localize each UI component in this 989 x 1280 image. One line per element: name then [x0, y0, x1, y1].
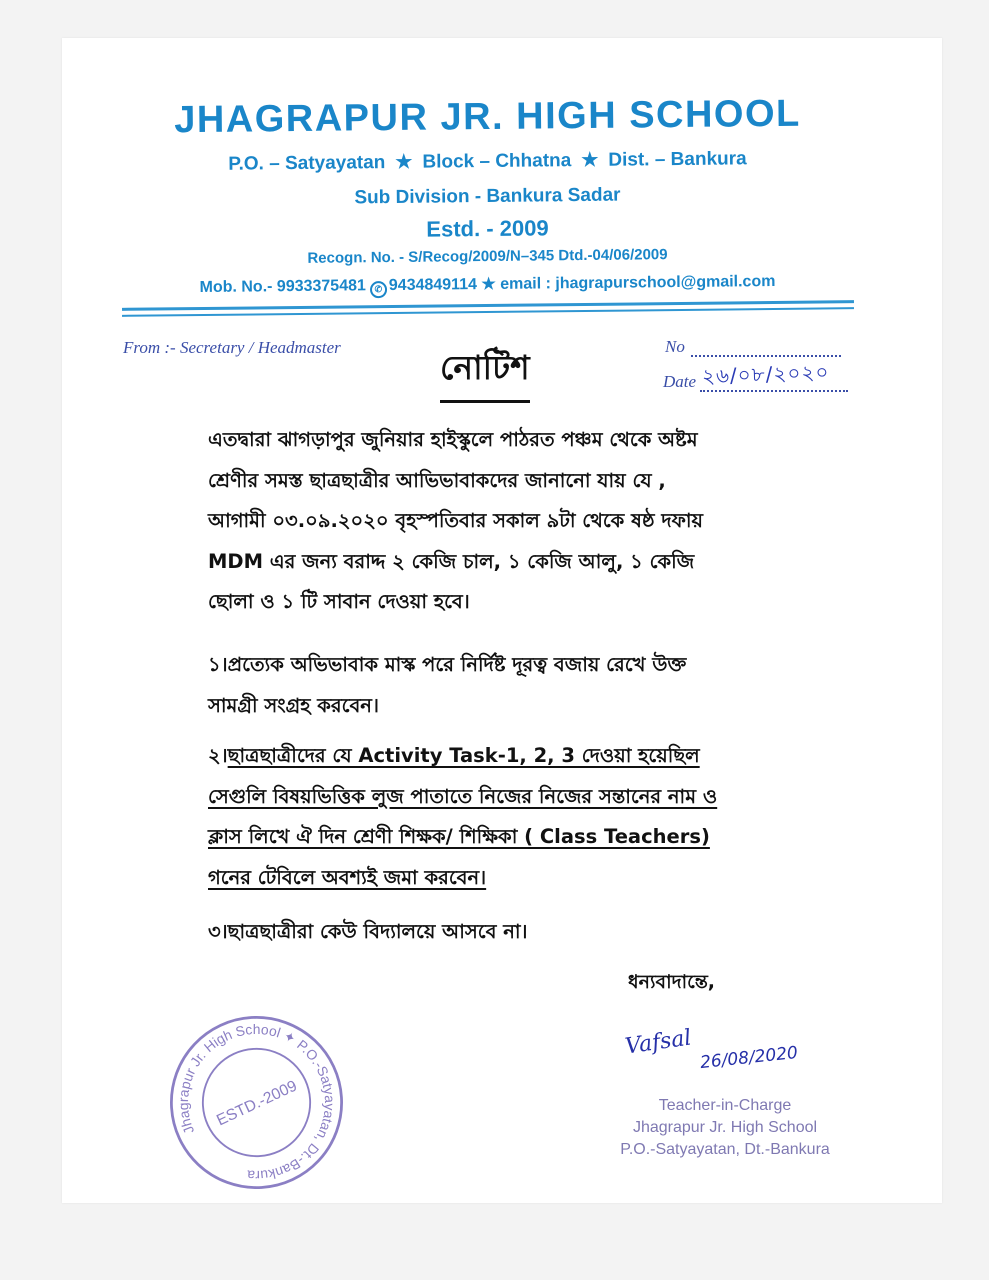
point-2: [208, 736, 848, 898]
notice-title: নোটিশ: [440, 342, 530, 403]
designation: Teacher-in-Charge: [658, 1097, 792, 1114]
point-1: [208, 645, 848, 726]
recognition-number: Recogn. No. - S/Recog/2009/N–345 Dtd.-04/06/2009: [307, 246, 668, 267]
from-label: From :- Secretary / Headmaster: [123, 338, 341, 357]
signature-address: P.O.-Satyayatan, Dt.-Bankura: [620, 1141, 830, 1158]
sub-division: Sub Division - Bankura Sadar: [354, 184, 621, 209]
date-field: [663, 359, 848, 392]
seal-outer-text: Jhagrapur Jr. High School ✦ P.O.-Satyayatan, Dt.-Bankura: [174, 1021, 339, 1185]
established: Estd. - 2009: [426, 215, 549, 242]
body-line: শ্রেণীর সমস্ত ছাত্রছাত্রীর আভিভাবাকদের জানানো যায় যে ,: [208, 468, 666, 492]
date-blank: [700, 359, 848, 392]
school-name: JHAGRAPUR JR. HIGH SCHOOL: [174, 92, 801, 142]
block: Block – Chhatna: [422, 150, 572, 173]
point-2-line: ক্লাস লিখে ঐ দিন শ্রেণী শিক্ষক/ শিক্ষিকা ( Class Teachers): [208, 825, 710, 848]
point-3: ৩।ছাত্রছাত্রীরা কেউ বিদ্যালয়ে আসবে না।: [208, 920, 528, 943]
point-2-line: সেগুলি বিষয়ভিত্তিক লুজ পাতাতে নিজের নিজের সন্তানের নাম ও: [208, 784, 718, 808]
closing: ধন্যবাদান্তে,: [628, 971, 716, 993]
reference-number: [665, 337, 841, 357]
whatsapp-number: 9434849114: [388, 276, 478, 295]
email: ★ email : jhagrapurschool@gmail.com: [481, 272, 776, 294]
no-label: No: [665, 337, 685, 356]
point-1-line: সামগ্রী সংগ্রহ করবেন।: [208, 693, 379, 717]
body-line: এতদ্বারা ঝাগড়াপুর জুনিয়ার হাইস্কুলে পাঠরত পঞ্চম থেকে অষ্টম: [208, 428, 698, 451]
date-value: ২৬/০৮/২০২০: [701, 359, 830, 389]
post-office: P.O. – Satyayatan: [228, 152, 386, 175]
star-icon: ★: [395, 151, 413, 173]
seal-center-text: ESTD.-2009: [214, 1077, 300, 1130]
school-seal-icon: [164, 1010, 349, 1195]
point-1-line: ১।প্রত্যেক অভিভাবাক মাস্ক পরে নির্দিষ্ট দূরত্ব বজায় রেখে উক্ত: [208, 653, 687, 676]
notice-body: [208, 420, 848, 623]
district: Dist. – Bankura: [608, 148, 747, 171]
point-2-line: গনের টেবিলে অবশ্যই জমা করবেন।: [208, 865, 487, 889]
point-2-number: ২।: [208, 744, 228, 767]
star-icon: ★: [581, 149, 599, 172]
point-2-line: [208, 736, 848, 777]
signature-school: Jhagrapur Jr. High School: [632, 1119, 818, 1136]
whatsapp-icon: ✆: [370, 281, 387, 298]
body-line: আগামী ০৩.০৯.২০২০ বৃহস্পতিবার সকাল ৯টা থেকে ষষ্ঠ দফায়: [208, 509, 703, 532]
body-line: ছোলা ও ১ টি সাবান দেওয়া হবে।: [208, 590, 470, 613]
date-label: Date: [663, 372, 697, 391]
signature-icon: Vafsal: [623, 1025, 693, 1060]
mobile-number: Mob. No.- 9933375481: [199, 277, 366, 297]
point-2-text: ছাত্রছাত্রীদের যে Activity Task-1, 2, 3 দেওয়া হয়েছিল: [227, 744, 700, 767]
body-line: MDM এর জন্য বরাদ্দ ২ কেজি চাল, ১ কেজি আলু, ১ কেজি: [208, 549, 695, 573]
no-blank: [691, 341, 841, 357]
signature-date: 26/08/2020: [699, 1042, 799, 1074]
